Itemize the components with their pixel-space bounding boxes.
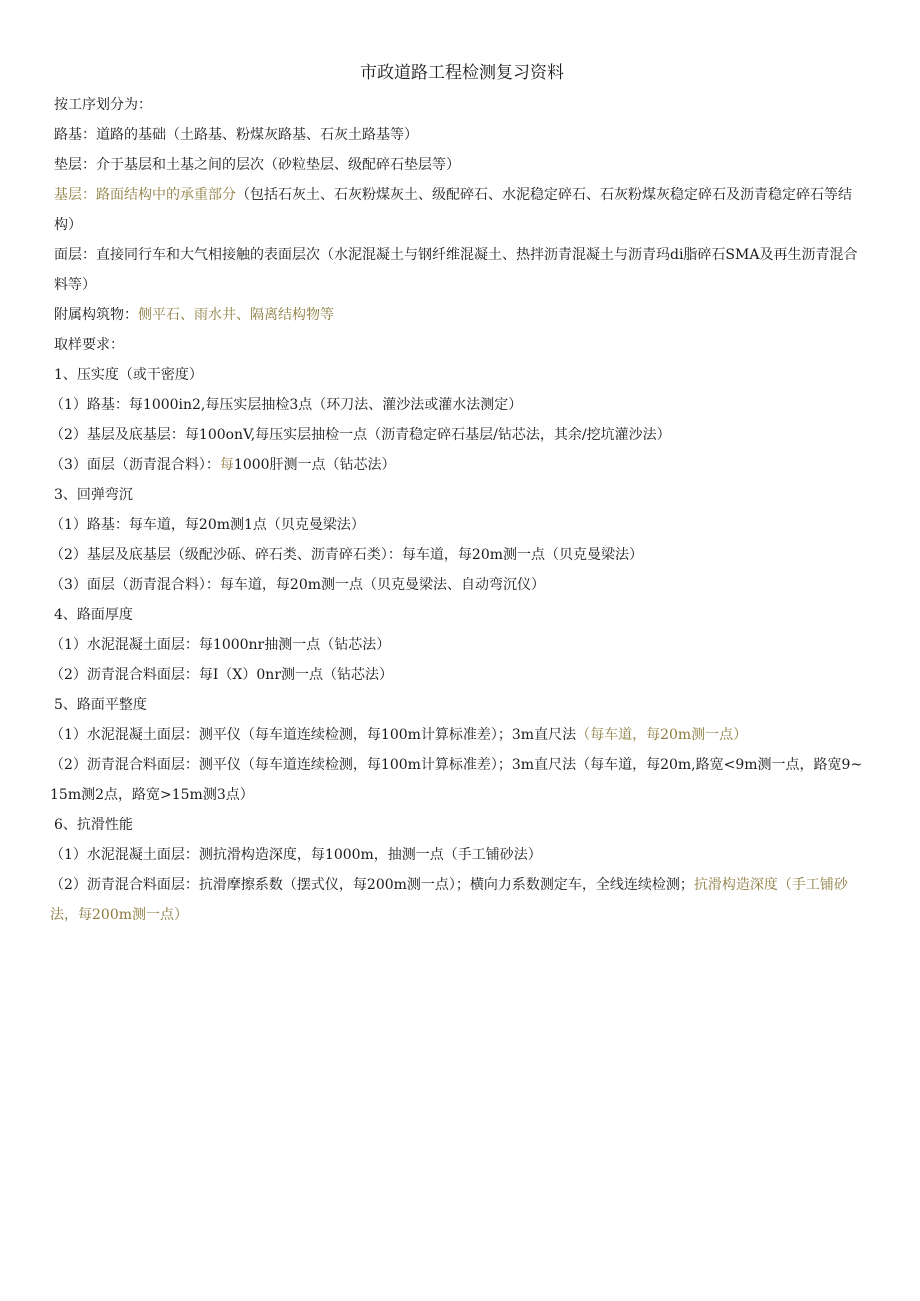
flatness-item-2: （2）沥青混合料面层：测平仪（每车道连续检测，每100m计算标准差）；3m直尺法（每车道，每20m,路宽<9m测一点，路宽9~15m测2点，路宽>15m测3点） — [50, 757, 863, 803]
skid-item-2 — [50, 870, 870, 930]
sampling-title: 取样要求： — [54, 337, 124, 353]
layer-base-detail: （包括石灰土、石灰粉煤灰土、级配碎石、水泥稳定碎石、石灰粉煤灰稳定碎石及沥青稳定碎石等结构） — [54, 187, 852, 233]
compaction-item-3-rest: 1000肝测一点（钻芯法） — [233, 457, 396, 473]
flatness-item-1-highlight: （每车道，每20m测一点） — [576, 727, 748, 743]
deflection-item-1: （1）路基：每车道，每20m测1点（贝克曼梁法） — [50, 517, 365, 533]
section-heading-skid: 6、抗滑性能 — [54, 817, 133, 833]
layer-cushion: 垫层：介于基层和土基之间的层次（砂粒垫层、级配碎石垫层等） — [54, 157, 460, 173]
layer-base — [54, 180, 870, 240]
layer-surface: 面层：直接同行车和大气相接触的表面层次（水泥混凝土与钢纤维混凝土、热拌沥青混凝土与沥青玛di脂碎石SMA及再生沥青混合料等） — [54, 247, 858, 293]
skid-item-2-highlight: 抗滑构造深度（手工铺砂法，每200m测一点） — [50, 877, 848, 923]
layer-ancillary-highlight: 侧平石、雨水井、隔离结构物等 — [138, 307, 334, 323]
compaction-item-3-highlight: 每 — [219, 457, 234, 473]
thickness-item-2: （2）沥青混合料面层：每I（X）0nr测一点（钻芯法） — [50, 667, 394, 683]
layer-roadbed: 路基：道路的基础（土路基、粉煤灰路基、石灰土路基等） — [54, 127, 418, 143]
layer-ancillary — [54, 300, 870, 330]
compaction-item-3 — [50, 450, 870, 480]
section-heading-flatness: 5、路面平整度 — [54, 697, 147, 713]
document-page — [50, 60, 870, 930]
flatness-item-1-pre: （1）水泥混凝土面层：测平仪（每车道连续检测，每100m计算标准差）；3m直尺法 — [50, 727, 577, 743]
intro-text: 按工序划分为： — [54, 97, 152, 113]
section-heading-deflection: 3、回弹弯沉 — [54, 487, 133, 503]
section-heading-thickness: 4、路面厚度 — [54, 607, 133, 623]
compaction-item-2: （2）基层及底基层：每100onV,每压实层抽检一点（沥青稳定碎石基层/钻芯法，其余/挖坑灌沙法） — [50, 427, 671, 443]
skid-item-1: （1）水泥混凝土面层：测抗滑构造深度，每1000m，抽测一点（手工铺砂法） — [50, 847, 542, 863]
skid-item-2-pre: （2）沥青混合料面层：抗滑摩擦系数（摆式仪，每200m测一点）；横向力系数测定车，全线连续检测； — [50, 877, 694, 893]
compaction-item-1: （1）路基：每1000in2,每压实层抽检3点（环刀法、灌沙法或灌水法测定） — [50, 397, 523, 413]
layer-ancillary-label: 附属构筑物： — [54, 307, 138, 323]
deflection-item-2: （2）基层及底基层（级配沙砾、碎石类、沥青碎石类）：每车道，每20m测一点（贝克曼梁法） — [50, 547, 643, 563]
section-heading-compaction: 1、压实度（或干密度） — [54, 367, 203, 383]
deflection-item-3: （3）面层（沥青混合料）：每车道，每20m测一点（贝克曼梁法、自动弯沉仪） — [50, 577, 545, 593]
thickness-item-1: （1）水泥混凝土面层：每1000nr抽测一点（钻芯法） — [50, 637, 391, 653]
flatness-item-1 — [50, 720, 870, 750]
layer-base-highlight: 基层：路面结构中的承重部分 — [54, 187, 236, 203]
page-title: 市政道路工程检测复习资料 — [360, 63, 564, 83]
compaction-item-3-pre: （3）面层（沥青混合料）： — [50, 457, 220, 473]
